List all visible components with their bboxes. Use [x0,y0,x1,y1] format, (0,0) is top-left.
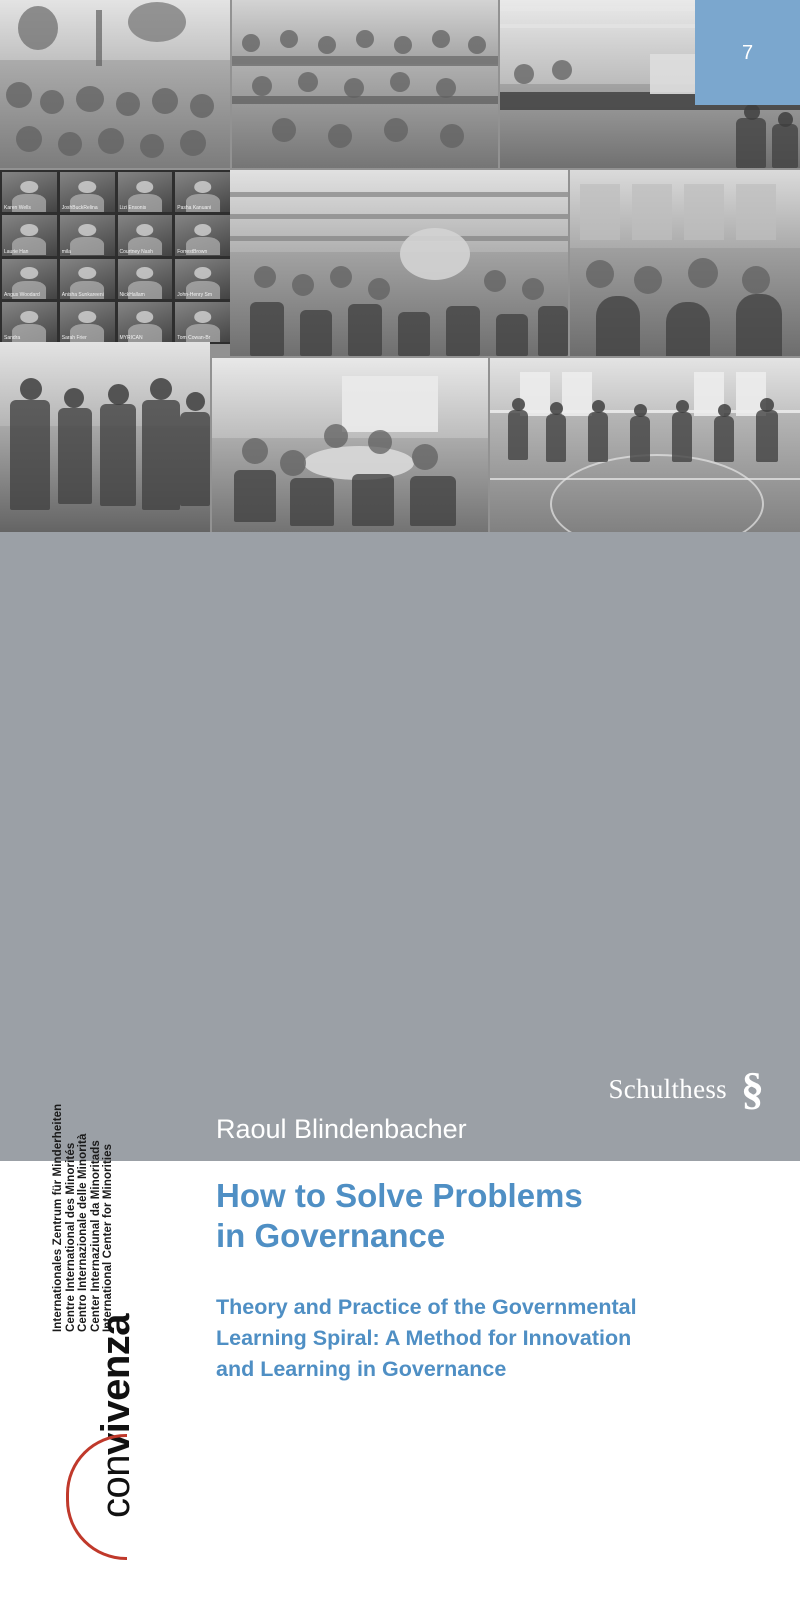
video-tile: Sandra [2,302,57,342]
video-tile: Karen Wells [2,172,57,212]
video-tile: Lizi Ensonis [118,172,173,212]
subtitle-line-3: and Learning in Governance [216,1357,507,1381]
video-tile: Angus Woodard [2,259,57,299]
publisher-mark-icon: § [741,1063,764,1114]
subtitle-line-2: Learning Spiral: A Method for Innovation [216,1326,632,1350]
series-number-badge [695,0,800,105]
page-title [216,1176,776,1256]
video-tile: Tom Cowan-Br [175,302,230,342]
video-tile: mila [60,215,115,255]
page-subtitle [216,1292,791,1385]
org-name-fr: Centre International des Minorités [64,1142,77,1332]
video-tile: Laurie Han [2,215,57,255]
publisher-name: Schulthess [608,1073,727,1104]
photo-collage [0,0,800,532]
collage-video-call-grid [0,170,232,344]
cover-lower-panel [0,532,800,1519]
video-tile: John-Henry Sm [175,259,230,299]
org-name-de: Internationales Zentrum für Minderheiten [52,1103,64,1332]
collage-photo-outdoor-gathering [0,0,230,168]
series-number: 7 [741,42,754,64]
convivenza-logo [96,1314,156,1614]
collage-photo-library-workshop [230,170,568,356]
title-line-2: in Governance [216,1217,446,1254]
org-name-rm: Center Internaziunal da Minoritads [89,1140,102,1332]
collage-photo-roundtable [212,358,488,532]
collage-photo-seminar-circle [570,170,800,356]
logo-emphasis: vivenza [94,1314,138,1456]
video-tile: MYRICAN [118,302,173,342]
organisation-names [52,1102,115,1332]
author-name: Raoul Blindenbacher [216,1114,467,1144]
subtitle-line-1: Theory and Practice of the Governmental [216,1295,637,1319]
org-name-it: Centro Internazionale delle Minorità [77,1133,90,1332]
video-tile: JoshBuckRelina [60,172,115,212]
logo-prefix: con [94,1455,138,1519]
video-tile: Courtney Nash [118,215,173,255]
video-tile: Anisha Sunkareeni [60,259,115,299]
video-tile: NickHallam [118,259,173,299]
collage-photo-gym-exhibition [490,358,800,532]
title-line-1: How to Solve Problems [216,1177,583,1214]
publisher-logo [608,1063,764,1114]
video-tile: Sarah Frier [60,302,115,342]
video-tile: Pasha Kanuani [175,172,230,212]
logo-arc-icon [66,1434,127,1560]
video-tile: ForrestBrown [175,215,230,255]
collage-photo-conference-hall [232,0,498,168]
collage-photo-networking [0,342,210,532]
org-name-en: International Center for Minorities [102,1143,115,1332]
